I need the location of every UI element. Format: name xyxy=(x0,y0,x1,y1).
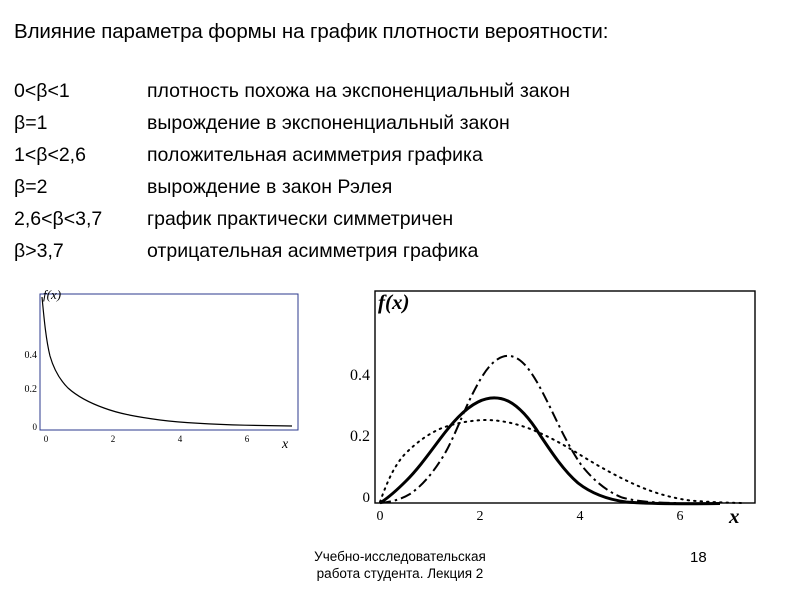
description-cell: график практически симметричен xyxy=(147,208,454,230)
y-axis-label: f(x) xyxy=(378,290,410,314)
chart-left-exponential-density xyxy=(20,288,320,458)
description-cell: отрицательная асимметрия графика xyxy=(147,240,479,262)
description-cell: плотность похожа на экспоненциальный закон xyxy=(147,80,570,102)
right-plot-svg xyxy=(330,283,785,528)
y-tick-label: 0.2 xyxy=(24,384,37,395)
x-tick-label: 0 xyxy=(43,434,49,444)
x-tick-label: 2 xyxy=(476,509,484,524)
condition-cell: 0<β<1 xyxy=(14,80,70,102)
y-tick-label: 0 xyxy=(362,490,370,506)
table-row xyxy=(14,208,570,240)
y-tick-label: 0.2 xyxy=(350,428,370,445)
footer xyxy=(0,548,800,582)
left-plot-svg xyxy=(20,288,320,458)
x-tick-label: 2 xyxy=(110,434,116,444)
x-axis-label: x xyxy=(282,437,289,452)
y-axis-label: f(x) xyxy=(43,288,62,302)
page-title: Влияние параметра формы на график плотности вероятности: xyxy=(14,20,609,43)
footer-line-1: Учебно-исследовательская xyxy=(314,549,486,564)
x-tick-label: 4 xyxy=(177,434,183,444)
table-row xyxy=(14,240,570,272)
plot-frame xyxy=(40,294,298,430)
condition-cell: β=2 xyxy=(14,176,48,198)
x-tick-label: 4 xyxy=(576,509,584,524)
x-tick-label: 6 xyxy=(676,509,684,524)
x-axis-label: x xyxy=(729,504,740,528)
description-cell: вырождение в закон Рэлея xyxy=(147,176,393,198)
table-row xyxy=(14,80,570,112)
y-tick-label: 0 xyxy=(32,422,37,432)
footer-line-2: работа студента. Лекция 2 xyxy=(316,566,484,581)
condition-cell: 1<β<2,6 xyxy=(14,144,86,166)
y-tick-label: 0.4 xyxy=(24,350,37,361)
density-curve-solid xyxy=(380,398,720,504)
description-cell: вырождение в экспоненциальный закон xyxy=(147,112,510,134)
x-tick-label: 6 xyxy=(244,434,250,444)
page-number: 18 xyxy=(690,549,707,566)
condition-cell: β=1 xyxy=(14,112,48,134)
density-curve-exponential xyxy=(42,297,292,426)
y-tick-label: 0.4 xyxy=(350,367,370,384)
table-row xyxy=(14,144,570,176)
condition-cell: 2,6<β<3,7 xyxy=(14,208,103,230)
table-row xyxy=(14,176,570,208)
table-row xyxy=(14,112,570,144)
parameter-table xyxy=(14,80,570,272)
description-cell: положительная асимметрия графика xyxy=(147,144,483,166)
x-tick-label: 0 xyxy=(376,509,384,524)
condition-cell: β>3,7 xyxy=(14,240,64,262)
chart-right-weibull-densities xyxy=(330,283,785,528)
